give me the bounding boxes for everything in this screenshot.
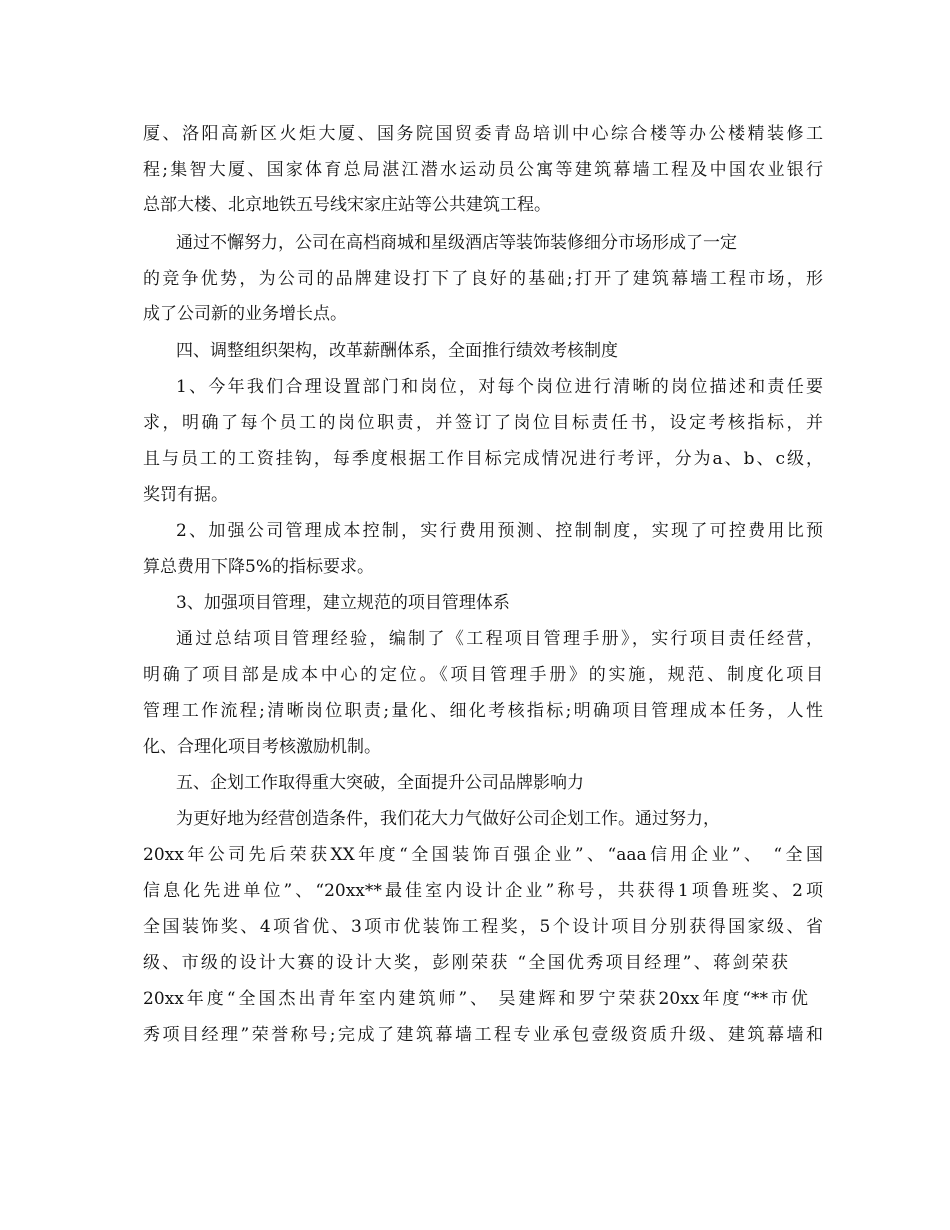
paragraph-line: 为更好地为经营创造条件，我们花大力气做好公司企划工作。通过努力，	[176, 809, 720, 829]
paragraph-line: 秀项目经理”荣誉称号;完成了建筑幕墙工程专业承包壹级资质升级、建筑幕墙和	[143, 1025, 823, 1045]
paragraph-line: 成了公司新的业务增长点。	[143, 304, 347, 324]
paragraph-line: 明确了项目部是成本中心的定位。《项目管理手册》的实施，规范、制度化项目	[143, 665, 823, 685]
paragraph-line: 的竞争优势，为公司的品牌建设打下了良好的基础;打开了建筑幕墙工程市场，形	[143, 269, 823, 289]
paragraph-line: 20xx年公司先后荣获XX年度“全国装饰百强企业”、“aaa信用企业”、 “全国	[143, 845, 823, 865]
paragraph-line: 1、今年我们合理设置部门和岗位，对每个岗位进行清晰的岗位描述和责任要	[176, 377, 823, 397]
paragraph-line: 奖罚有据。	[143, 485, 228, 505]
paragraph-line: 厦、洛阳高新区火炬大厦、国务院国贸委青岛培训中心综合楼等办公楼精装修工	[143, 124, 823, 144]
paragraph-line: 且与员工的工资挂钩，每季度根据工作目标完成情况进行考评，分为a、b、c级，	[143, 449, 823, 469]
paragraph-line: 求，明确了每个员工的岗位职责，并签订了岗位目标责任书，设定考核指标，并	[143, 413, 823, 433]
section-heading: 五、企划工作取得重大突破，全面提升公司品牌影响力	[176, 773, 584, 793]
paragraph-line: 通过总结项目管理经验，编制了《工程项目管理手册》，实行项目责任经营，	[176, 629, 823, 649]
paragraph-line: 级、市级的设计大赛的设计大奖，彭刚荣获 “全国优秀项目经理”、蒋剑荣获	[143, 953, 788, 973]
paragraph-line: 算总费用下降5%的指标要求。	[143, 557, 374, 577]
paragraph-line: 管理工作流程;清晰岗位职责;量化、细化考核指标;明确项目管理成本任务，人性	[143, 701, 823, 721]
paragraph-line: 程;集智大厦、国家体育总局湛江潜水运动员公寓等建筑幕墙工程及中国农业银行	[143, 160, 823, 180]
section-heading: 四、调整组织架构，改革薪酬体系，全面推行绩效考核制度	[176, 341, 618, 361]
paragraph-line: 总部大楼、北京地铁五号线宋家庄站等公共建筑工程。	[143, 195, 551, 215]
paragraph-line: 全国装饰奖、4项省优、3项市优装饰工程奖，5个设计项目分别获得国家级、省	[143, 917, 823, 937]
paragraph-line: 2、加强公司管理成本控制，实行费用预测、控制制度，实现了可控费用比预	[176, 521, 823, 541]
paragraph-line: 化、合理化项目考核激励机制。	[143, 737, 381, 757]
paragraph-line: 信息化先进单位”、“20xx**最佳室内设计企业”称号，共获得1项鲁班奖、2项	[143, 881, 823, 901]
paragraph-line: 20xx年度“全国杰出青年室内建筑师”、 吴建辉和罗宁荣获20xx年度“**市优	[143, 989, 808, 1009]
subsection-heading: 3、加强项目管理，建立规范的项目管理体系	[176, 593, 510, 613]
paragraph-line: 通过不懈努力，公司在高档商城和星级酒店等装饰装修细分市场形成了一定	[176, 233, 737, 253]
